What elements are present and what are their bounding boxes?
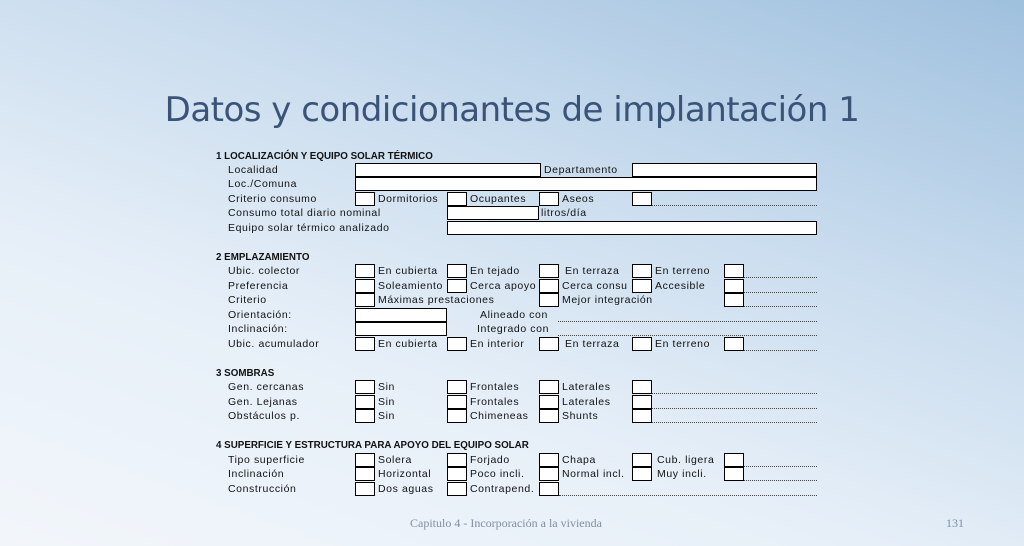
mejor-integracion-checkbox[interactable] [724, 293, 744, 307]
criterio-checkbox[interactable] [355, 293, 375, 307]
construccion-checkbox[interactable] [355, 482, 375, 496]
preferencia-line [744, 292, 817, 293]
chapa-label: Chapa [562, 454, 596, 466]
obstaculos-line[interactable] [652, 422, 817, 423]
tipo-superficie-label: Tipo superficie [228, 454, 305, 466]
cercanas-laterales-label: Laterales [562, 381, 611, 393]
cub-ligera-label: Cub. ligera [657, 454, 715, 466]
loc-comuna-label: Loc./Comuna [228, 178, 298, 190]
lejanas-laterales-checkbox[interactable] [632, 395, 652, 409]
inclinacion-4-label: Inclinación [228, 468, 285, 480]
inclinacion-label: Inclinación: [228, 323, 288, 335]
horizontal-label: Horizontal [378, 468, 432, 480]
maximas-prestaciones-label: Máximas prestaciones [378, 294, 495, 306]
normal-incl-label: Normal incl. [562, 468, 625, 480]
soleamiento-label: Soleamiento [378, 280, 443, 292]
litros-dia-label: litros/día [541, 207, 587, 219]
integrado-label: Integrado con [477, 323, 550, 335]
shunts-label: Shunts [562, 410, 599, 422]
inclinacion-field[interactable] [355, 322, 447, 336]
poco-incli-label: Poco incli. [470, 468, 525, 480]
cerca-consu-checkbox[interactable] [632, 279, 652, 293]
maximas-prestaciones-checkbox[interactable] [539, 293, 559, 307]
criterio-consumo-checkbox[interactable] [355, 192, 375, 206]
localidad-field[interactable] [355, 163, 541, 177]
section-4-heading: 4 SUPERFICIE Y ESTRUCTURA PARA APOYO DEL EQUIPO SOLAR [216, 440, 529, 451]
accesible-label: Accesible [655, 280, 706, 292]
page-title: Datos y condicionantes de implantación 1 [164, 90, 860, 130]
aseos-line [652, 205, 817, 206]
cercanas-sin-checkbox[interactable] [447, 380, 467, 394]
cerca-consu-label: Cerca consu [562, 280, 628, 292]
forjado-label: Forjado [470, 454, 510, 466]
en-cubierta-label: En cubierta [378, 265, 438, 277]
cercanas-frontales-checkbox[interactable] [539, 380, 559, 394]
dormitorios-label: Dormitorios [378, 193, 439, 205]
normal-incl-checkbox[interactable] [632, 467, 652, 481]
lejanas-laterales-label: Laterales [562, 396, 611, 408]
alineado-line[interactable] [558, 321, 817, 322]
ocupantes-field[interactable] [539, 192, 559, 206]
acum-en-interior-checkbox[interactable] [539, 337, 559, 351]
gen-lejanas-checkbox[interactable] [355, 395, 375, 409]
aseos-field[interactable] [632, 192, 652, 206]
construccion-line[interactable] [559, 495, 817, 496]
forjado-checkbox[interactable] [539, 453, 559, 467]
soleamiento-checkbox[interactable] [447, 279, 467, 293]
lejanas-sin-label: Sin [378, 396, 395, 408]
lejanas-frontales-label: Frontales [470, 396, 520, 408]
consumo-total-field[interactable] [447, 206, 539, 220]
acum-en-terreno-checkbox[interactable] [724, 337, 744, 351]
consumo-total-label: Consumo total diario nominal [228, 207, 381, 219]
cub-ligera-checkbox[interactable] [724, 453, 744, 467]
en-terreno-label: En terreno [655, 265, 711, 277]
contrapend-checkbox[interactable] [539, 482, 559, 496]
preferencia-checkbox[interactable] [355, 279, 375, 293]
en-cubierta-checkbox[interactable] [447, 264, 467, 278]
departamento-field[interactable] [632, 163, 817, 177]
contrapend-label: Contrapend. [470, 483, 535, 495]
acum-en-terraza-label: En terraza [565, 338, 620, 350]
acum-en-terreno-label: En terreno [655, 338, 711, 350]
dormitorios-field[interactable] [447, 192, 467, 206]
poco-incli-checkbox[interactable] [539, 467, 559, 481]
equipo-field[interactable] [447, 221, 817, 235]
cercanas-laterales-checkbox[interactable] [632, 380, 652, 394]
footer-chapter: Capitulo 4 - Incorporación a la vivienda [410, 516, 602, 530]
solera-label: Solera [378, 454, 412, 466]
inclinacion-4-line[interactable] [744, 480, 817, 481]
chimeneas-checkbox[interactable] [539, 409, 559, 423]
colector-line [744, 277, 817, 278]
en-terreno-checkbox[interactable] [724, 264, 744, 278]
aseos-label: Aseos [562, 193, 595, 205]
muy-incli-checkbox[interactable] [724, 467, 744, 481]
alineado-label: Alineado con [480, 309, 548, 321]
chimeneas-label: Chimeneas [470, 410, 529, 422]
gen-lejanas-label: Gen. Lejanas [228, 396, 298, 408]
obstaculos-label: Obstáculos p. [228, 410, 300, 422]
chapa-checkbox[interactable] [632, 453, 652, 467]
cercanas-line[interactable] [652, 393, 817, 394]
solera-checkbox[interactable] [447, 453, 467, 467]
departamento-label: Departamento [544, 164, 618, 176]
shunts-checkbox[interactable] [632, 409, 652, 423]
ubic-acumulador-checkbox[interactable] [355, 337, 375, 351]
cerca-apoyo-label: Cerca apoyo [470, 280, 537, 292]
lejanas-frontales-checkbox[interactable] [539, 395, 559, 409]
criterio-label: Criterio [228, 294, 267, 306]
obstaculos-checkbox[interactable] [355, 409, 375, 423]
en-terraza-label: En terraza [565, 265, 620, 277]
cercanas-sin-label: Sin [378, 381, 395, 393]
page-number: 131 [946, 516, 964, 530]
criterio-line [744, 306, 817, 307]
ubic-colector-label: Ubic. colector [228, 265, 301, 277]
integrado-line[interactable] [558, 335, 817, 336]
localidad-label: Localidad [228, 164, 279, 176]
en-tejado-checkbox[interactable] [539, 264, 559, 278]
lejanas-sin-checkbox[interactable] [447, 395, 467, 409]
acum-en-cubierta-label: En cubierta [378, 338, 438, 350]
construccion-label: Construcción [228, 483, 297, 495]
orientacion-field[interactable] [355, 308, 447, 322]
inclinacion-4-checkbox[interactable] [355, 467, 375, 481]
cercanas-frontales-label: Frontales [470, 381, 520, 393]
criterio-consumo-label: Criterio consumo [228, 193, 317, 205]
acumulador-line [744, 350, 817, 351]
ocupantes-label: Ocupantes [470, 193, 527, 205]
dos-aguas-label: Dos aguas [378, 483, 434, 495]
lejanas-line[interactable] [652, 408, 817, 409]
en-tejado-label: En tejado [470, 265, 520, 277]
muy-incli-label: Muy incli. [657, 468, 707, 480]
orientacion-label: Orientación: [228, 309, 292, 321]
acum-en-cubierta-checkbox[interactable] [447, 337, 467, 351]
acum-en-terraza-checkbox[interactable] [632, 337, 652, 351]
horizontal-checkbox[interactable] [447, 467, 467, 481]
mejor-integracion-label: Mejor integración [562, 294, 653, 306]
section-1-heading: 1 LOCALIZACIÓN Y EQUIPO SOLAR TÉRMICO [216, 151, 433, 162]
en-terraza-checkbox[interactable] [632, 264, 652, 278]
dos-aguas-checkbox[interactable] [447, 482, 467, 496]
section-2-heading: 2 EMPLAZAMIENTO [216, 252, 310, 263]
cerca-apoyo-checkbox[interactable] [539, 279, 559, 293]
ubic-colector-checkbox[interactable] [355, 264, 375, 278]
tipo-superficie-checkbox[interactable] [355, 453, 375, 467]
superficie-line[interactable] [744, 466, 817, 467]
accesible-checkbox[interactable] [724, 279, 744, 293]
preferencia-label: Preferencia [228, 280, 289, 292]
obstaculos-sin-label: Sin [378, 410, 395, 422]
gen-cercanas-label: Gen. cercanas [228, 381, 305, 393]
section-3-heading: 3 SOMBRAS [216, 368, 275, 379]
acum-en-interior-label: En interior [470, 338, 525, 350]
obstaculos-sin-checkbox[interactable] [447, 409, 467, 423]
gen-cercanas-checkbox[interactable] [355, 380, 375, 394]
loc-comuna-field[interactable] [355, 177, 817, 191]
ubic-acumulador-label: Ubic. acumulador [228, 338, 320, 350]
equipo-label: Equipo solar térmico analizado [228, 222, 390, 234]
